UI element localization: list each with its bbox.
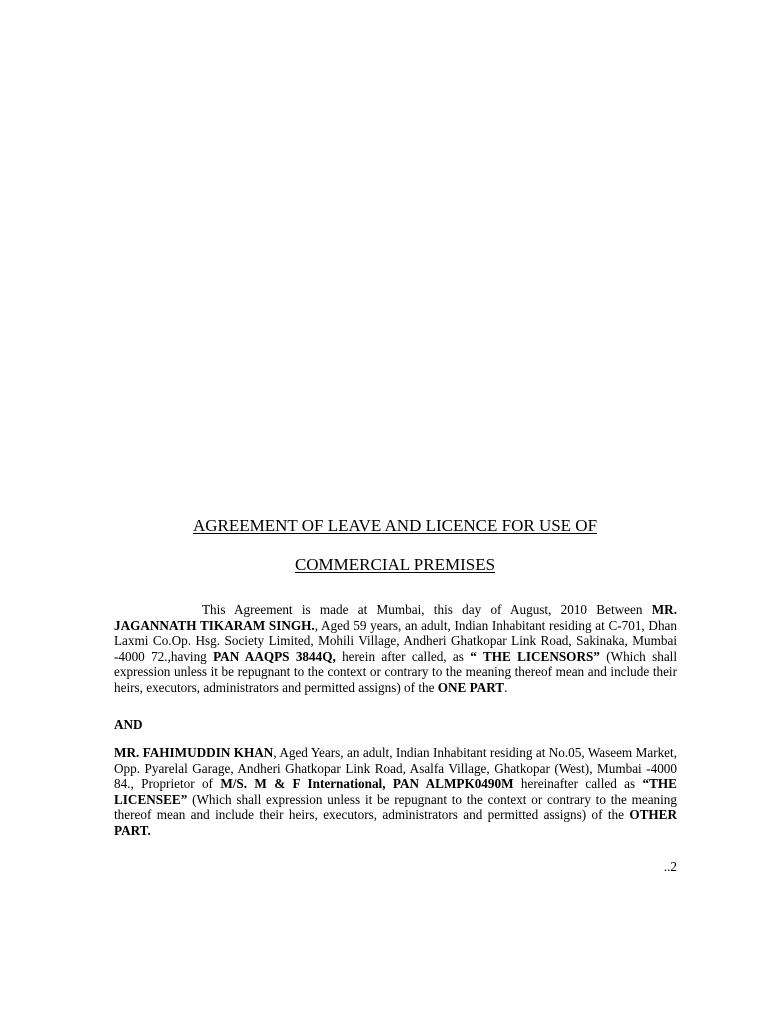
one-part-label: ONE PART — [437, 679, 505, 695]
other-part-label: OTHER PART. — [114, 807, 677, 838]
licensor-paragraph — [114, 602, 677, 695]
document-title-line-1: AGREEMENT OF LEAVE AND LICENCE FOR USE OF — [192, 516, 598, 535]
licensor-name: MR. JAGANNATH TIKARAM SINGH. — [114, 602, 677, 633]
paragraph-text: . — [504, 679, 508, 695]
paragraph-text: (Which shall expression unless it be repugnant to the context or contrary to the meaning thereof mean and include their heirs, executors, administrators and permitted assigns) of the — [114, 648, 677, 695]
page-number: ..2 — [663, 859, 677, 874]
licensee-name: MR. FAHIMUDDIN KHAN — [114, 745, 274, 760]
and-separator: AND — [114, 717, 143, 732]
paragraph-text: (Which shall expression unless it be repugnant to the context or contrary to the meaning thereof mean and include their heirs, executors, administrators and permitted assigns) of the — [114, 791, 677, 822]
paragraph-text: , Aged Years, an adult, Indian Inhabitant residing at No.05, Waseem Market, Opp. Pyarelal Garage, Andheri Ghatkopar Link Road, Asalfa Village, Ghatkopar (West), Mumbai -4000 84., Proprietor of — [114, 745, 677, 791]
licensee-firm-pan: M/S. M & F International, PAN ALMPK0490M — [220, 776, 514, 791]
licensee-paragraph — [114, 745, 677, 838]
document-title-line-2: COMMERCIAL PREMISES — [294, 555, 496, 574]
paragraph-text: hereinafter called as — [513, 776, 643, 791]
paragraph-text: herein after called, as — [335, 648, 471, 664]
licensee-designation: “THE LICENSEE” — [114, 776, 677, 807]
licensor-pan: PAN AAQPS 3844Q, — [213, 648, 336, 664]
licensor-designation: “ THE LICENSORS” — [470, 648, 600, 664]
paragraph-text: This Agreement is made at Mumbai, this day of August, 2010 Between — [202, 602, 652, 617]
paragraph-text: , Aged 59 years, an adult, Indian Inhabitant residing at C-701, Dhan Laxmi Co.Op. Hsg. Society Limited, Mohili Village, Andheri Ghatkopar Link Road, Sakinaka, Mumbai -4000 72.,having — [114, 617, 677, 664]
